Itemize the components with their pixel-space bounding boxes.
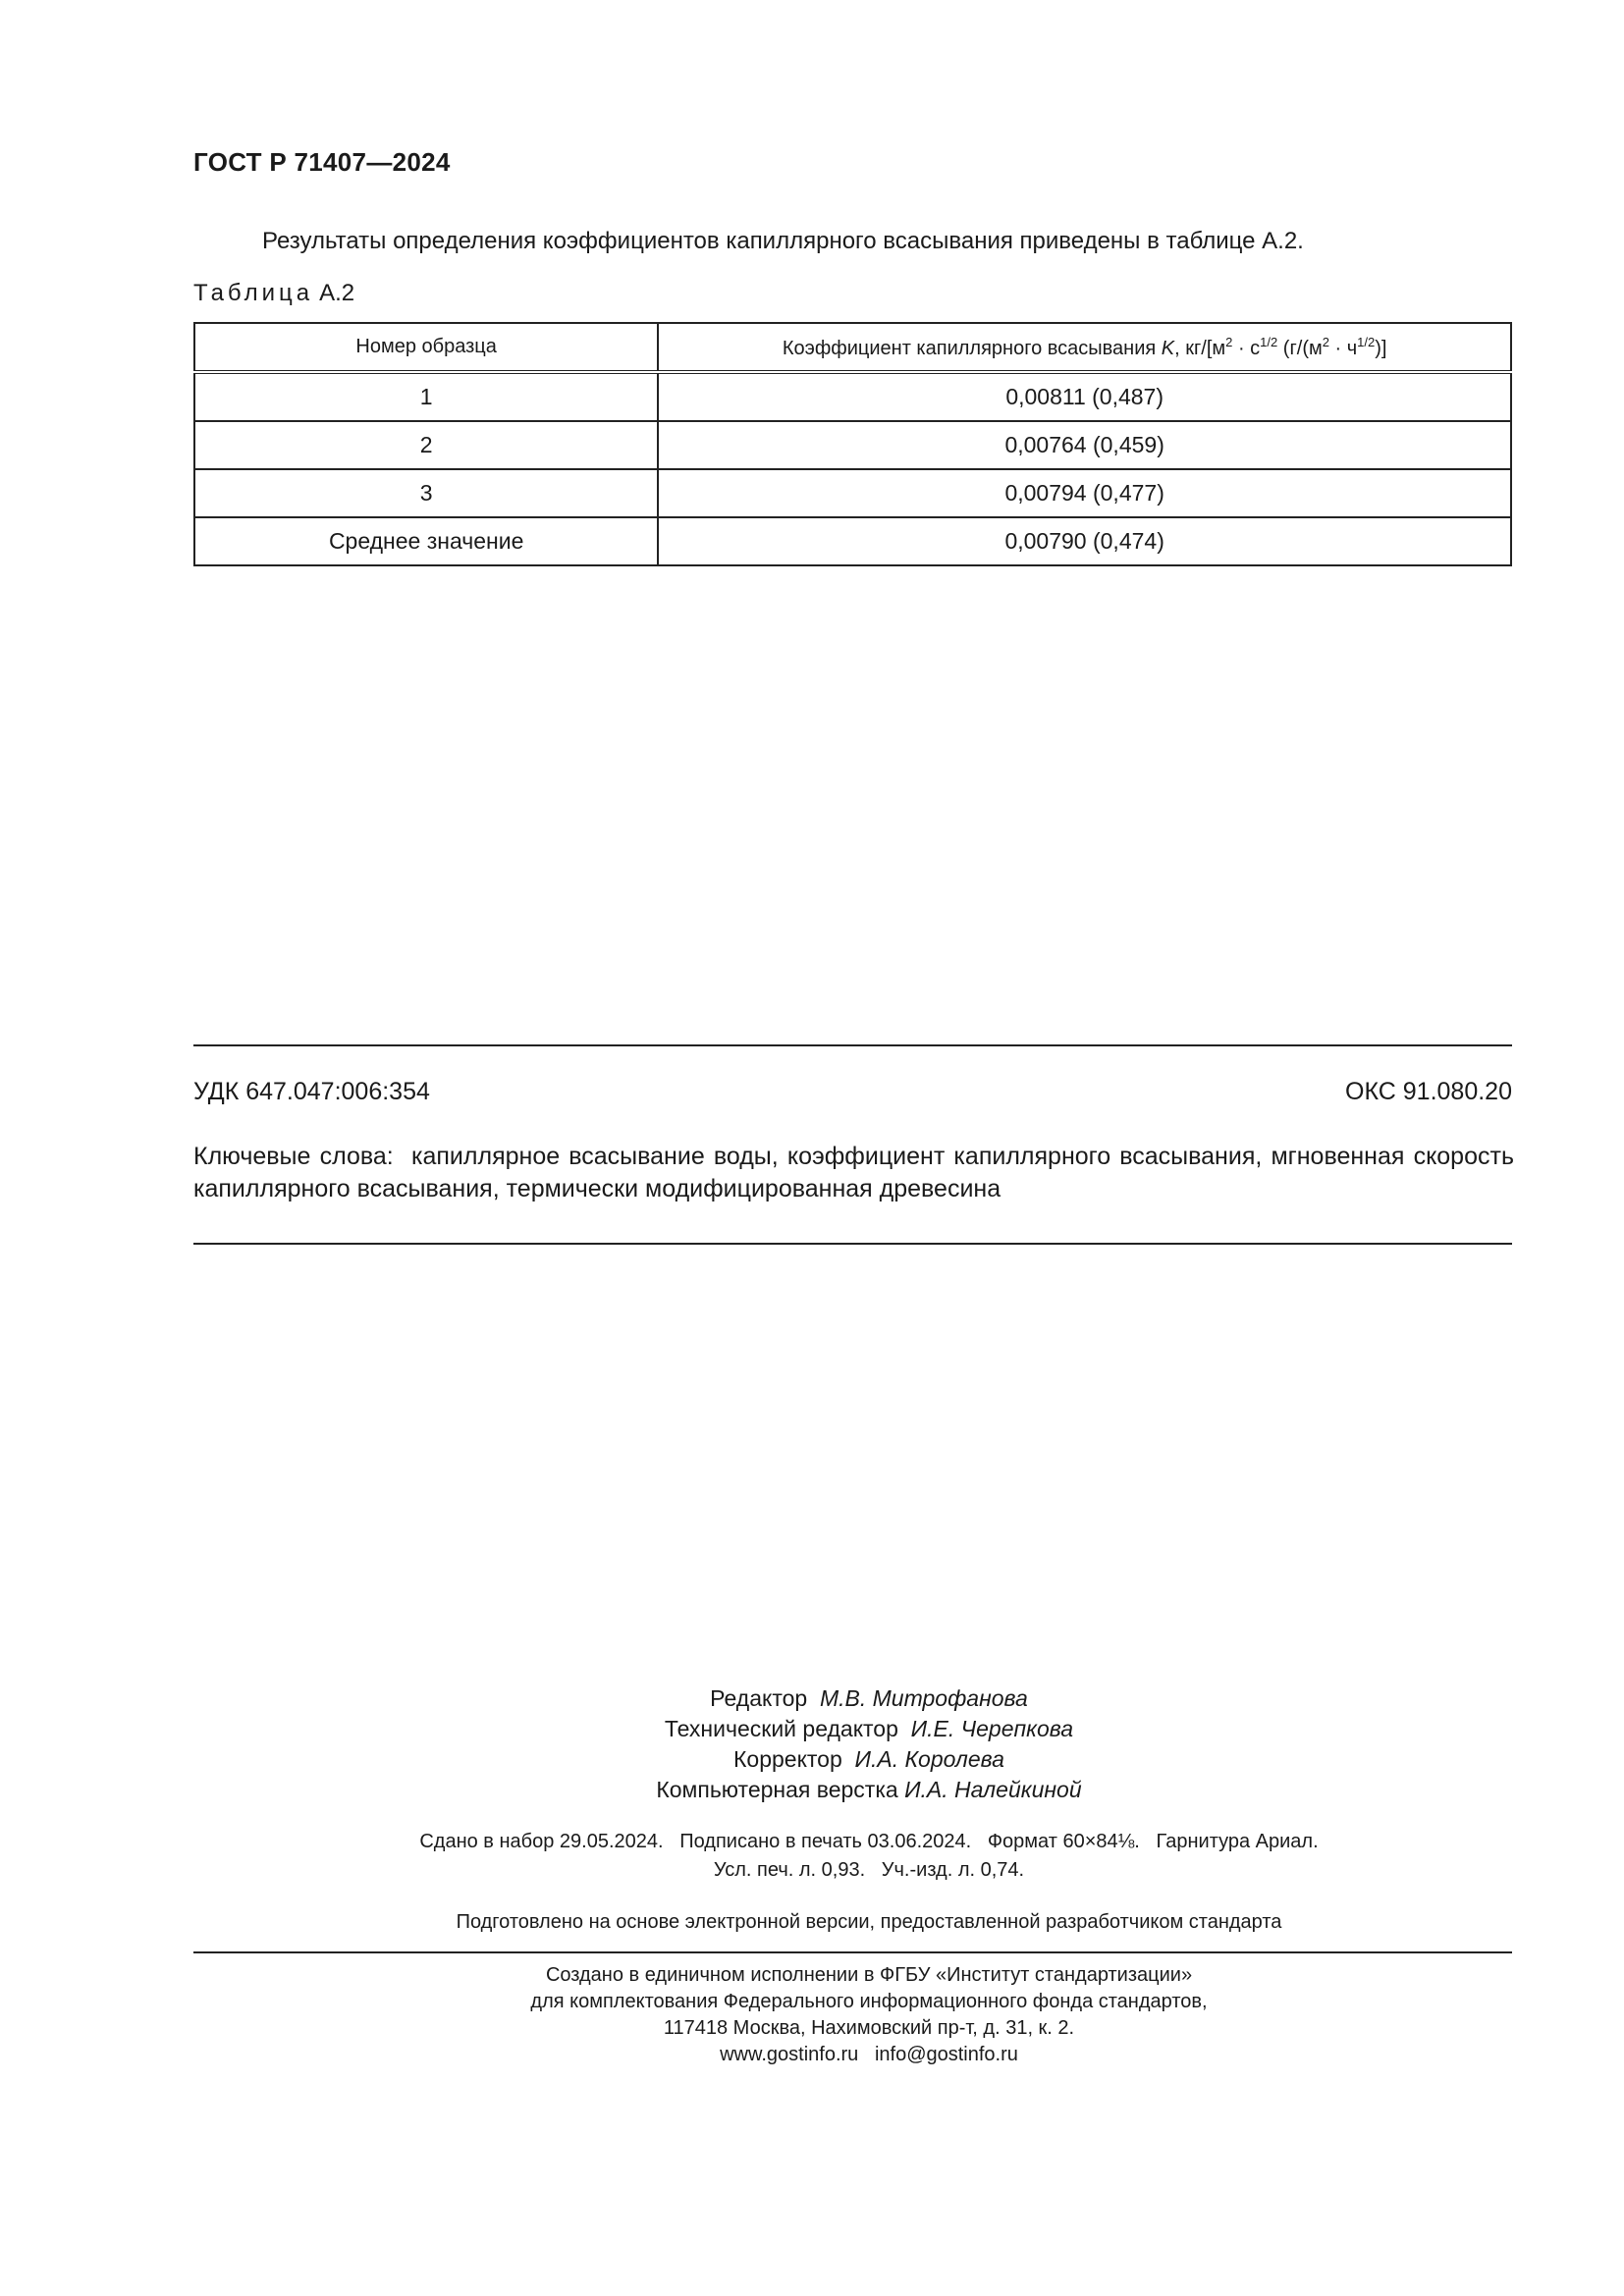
cell-sample: Среднее значение xyxy=(194,517,658,565)
credit-name: И.А. Налейкиной xyxy=(904,1777,1082,1802)
divider-bottom xyxy=(193,1951,1512,1953)
publication-info xyxy=(0,1828,1624,1885)
table-row xyxy=(194,421,1511,469)
created-block xyxy=(0,1962,1624,2068)
col-header-text: )] xyxy=(1375,337,1387,359)
credit-line xyxy=(114,1744,1624,1775)
cell-value: 0,00790 (0,474) xyxy=(658,517,1511,565)
credit-line xyxy=(114,1775,1624,1805)
results-table xyxy=(193,322,1512,566)
cell-sample: 2 xyxy=(194,421,658,469)
keywords-text: капиллярное всасывание воды, коэффициент капиллярного всасывания, мгновенная скорость капиллярного всасывания, термически модифицированная древесина xyxy=(193,1143,1514,1202)
col-header-sup: 1/2 xyxy=(1260,334,1278,349)
udk-code: УДК 647.047:006:354 xyxy=(193,1078,430,1105)
col-header-sup: 2 xyxy=(1322,334,1329,349)
keywords xyxy=(193,1141,1514,1205)
intro-paragraph: Результаты определения коэффициентов капиллярного всасывания приведены в таблице А.2. xyxy=(262,228,1304,254)
credits-block xyxy=(0,1683,1624,1805)
col-header-sup: 1/2 xyxy=(1357,334,1376,349)
table-row xyxy=(194,469,1511,517)
col-header-coefficient xyxy=(658,323,1511,372)
credit-name: М.В. Митрофанова xyxy=(819,1685,1028,1711)
divider-top xyxy=(193,1044,1512,1046)
created-line: 117418 Москва, Нахимовский пр-т, д. 31, к. 2. xyxy=(663,2017,1075,2039)
col-header-text: · ч xyxy=(1328,337,1358,359)
credit-role: Технический редактор xyxy=(664,1716,898,1741)
table-caption-number: А.2 xyxy=(319,280,355,306)
created-line: для комплектования Федерального информационного фонда стандартов, xyxy=(530,1991,1208,2012)
col-header-text: Коэффициент капиллярного всасывания xyxy=(782,337,1162,359)
credit-role: Компьютерная верстка xyxy=(656,1777,898,1802)
col-header-sup: 2 xyxy=(1225,334,1233,349)
col-header-text: · с xyxy=(1232,337,1261,359)
cell-value: 0,00811 (0,487) xyxy=(658,372,1511,421)
cell-sample: 1 xyxy=(194,372,658,421)
cell-value: 0,00794 (0,477) xyxy=(658,469,1511,517)
divider-keywords xyxy=(193,1243,1512,1245)
credit-name: И.Е. Черепкова xyxy=(910,1716,1074,1741)
credit-line xyxy=(114,1714,1624,1744)
created-line: Создано в единичном исполнении в ФГБУ «Институт стандартизации» xyxy=(545,1964,1193,1986)
standard-code: ГОСТ Р 71407—2024 xyxy=(193,147,451,177)
table-caption-word: Таблица xyxy=(193,280,314,306)
created-line: www.gostinfo.ru info@gostinfo.ru xyxy=(720,2044,1018,2065)
col-header-text: , кг/[м xyxy=(1174,337,1226,359)
publication-line: Усл. печ. л. 0,93. Уч.-изд. л. 0,74. xyxy=(713,1859,1025,1881)
table-caption xyxy=(193,280,354,307)
credit-name: И.А. Королева xyxy=(854,1746,1004,1772)
prepared-note xyxy=(0,1911,1624,1934)
publication-line: Сдано в набор 29.05.2024. Подписано в печать 03.06.2024. Формат 60×84⅛. Гарнитура Ариал. xyxy=(419,1831,1319,1852)
keywords-label: Ключевые слова: xyxy=(193,1143,394,1170)
col-header-text: (г/(м xyxy=(1277,337,1323,359)
credit-role: Редактор xyxy=(710,1685,808,1711)
col-header-sample: Номер образца xyxy=(194,323,658,372)
table-row xyxy=(194,372,1511,421)
col-header-symbol: K xyxy=(1161,337,1175,359)
table-row-average xyxy=(194,517,1511,565)
cell-value: 0,00764 (0,459) xyxy=(658,421,1511,469)
table-header-row xyxy=(194,323,1511,372)
credit-role: Корректор xyxy=(733,1746,842,1772)
oks-code: ОКС 91.080.20 xyxy=(1345,1078,1512,1105)
prepared-note-text: Подготовлено на основе электронной версии, предоставленной разработчиком стандарта xyxy=(456,1911,1282,1933)
credit-line xyxy=(114,1683,1624,1714)
cell-sample: 3 xyxy=(194,469,658,517)
